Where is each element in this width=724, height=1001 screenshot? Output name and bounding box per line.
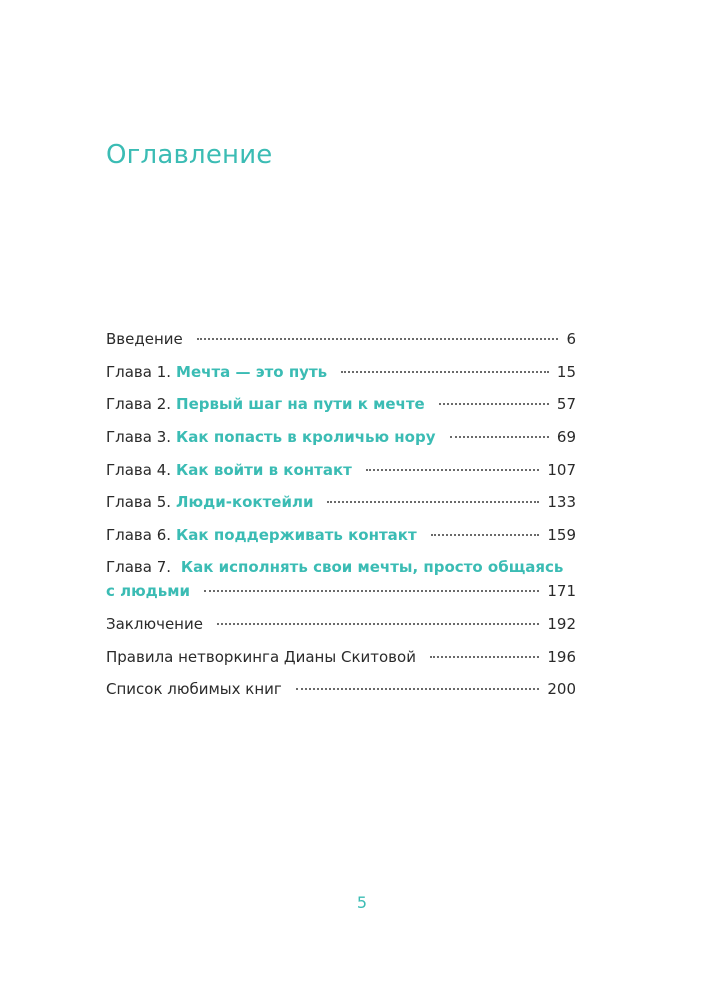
toc-page-number: 133 xyxy=(547,493,576,512)
toc-chapter-prefix: Глава 4. xyxy=(106,460,172,479)
toc-chapter-title: Первый шаг на пути к мечте xyxy=(176,395,425,414)
toc-entry-title: Правила нетворкинга Дианы Скитовой xyxy=(106,647,416,666)
dot-leader xyxy=(431,534,540,536)
dot-leader xyxy=(439,403,549,405)
toc-chapter-title-continued: с людьми xyxy=(106,581,191,600)
dot-leader xyxy=(341,371,549,373)
toc-entry-introduction[interactable] xyxy=(106,327,576,360)
toc-entry-networking-rules[interactable] xyxy=(106,645,576,678)
toc-page-number: 57 xyxy=(556,395,576,414)
toc-chapter-title: Как исполнять свои мечты, просто общаясь xyxy=(180,557,564,576)
toc-page-number: 6 xyxy=(566,330,576,348)
toc-chapter-title: Как войти в контакт xyxy=(176,460,352,479)
toc-chapter-title: Мечта — это путь xyxy=(176,362,328,381)
toc-chapter-title: Как попасть в кроличью нору xyxy=(176,428,436,447)
toc-chapter-prefix: Глава 7. xyxy=(106,557,172,576)
dot-leader xyxy=(296,688,540,690)
toc-chapter-prefix: Глава 6. xyxy=(106,526,172,545)
toc-entry-chapter-4[interactable] xyxy=(106,458,576,491)
toc-page-number: 171 xyxy=(547,581,576,600)
toc-chapter-title: Люди-коктейли xyxy=(176,493,314,512)
toc-entry-first-line xyxy=(106,555,576,579)
toc-page-number: 200 xyxy=(547,680,576,699)
toc-entry-chapter-6[interactable] xyxy=(106,523,576,556)
dot-leader xyxy=(217,623,539,625)
dot-leader xyxy=(204,590,539,592)
toc-entry-chapter-3[interactable] xyxy=(106,425,576,458)
table-of-contents xyxy=(106,327,576,710)
toc-page-number: 196 xyxy=(547,647,576,666)
dot-leader xyxy=(430,656,539,658)
toc-entry-chapter-5[interactable] xyxy=(106,490,576,523)
toc-chapter-prefix: Глава 5. xyxy=(106,493,172,512)
toc-page-number: 159 xyxy=(547,526,576,545)
toc-page-number: 192 xyxy=(547,614,576,633)
toc-entry-title: Заключение xyxy=(106,614,203,633)
toc-chapter-prefix: Глава 2. xyxy=(106,395,172,414)
toc-entry-chapter-7[interactable] xyxy=(106,555,576,612)
toc-entry-favorite-books[interactable] xyxy=(106,677,576,710)
toc-page-number: 107 xyxy=(547,460,576,479)
dot-leader xyxy=(366,469,540,471)
toc-page-number: 15 xyxy=(556,362,576,381)
toc-chapter-prefix: Глава 1. xyxy=(106,362,172,381)
toc-chapter-prefix: Глава 3. xyxy=(106,428,172,447)
toc-entry-chapter-2[interactable] xyxy=(106,392,576,425)
toc-entry-chapter-1[interactable] xyxy=(106,360,576,393)
toc-entry-conclusion[interactable] xyxy=(106,612,576,645)
page-title: Оглавление xyxy=(106,140,273,170)
dot-leader xyxy=(450,436,549,438)
toc-entry-title: Список любимых книг xyxy=(106,680,282,699)
toc-entry-title: Введение xyxy=(106,330,183,348)
toc-chapter-title: Как поддерживать контакт xyxy=(176,526,417,545)
dot-leader xyxy=(197,338,559,340)
toc-page-number: 69 xyxy=(556,428,576,447)
dot-leader xyxy=(327,501,539,503)
page-number: 5 xyxy=(356,893,368,912)
toc-entry-second-line xyxy=(106,579,576,612)
